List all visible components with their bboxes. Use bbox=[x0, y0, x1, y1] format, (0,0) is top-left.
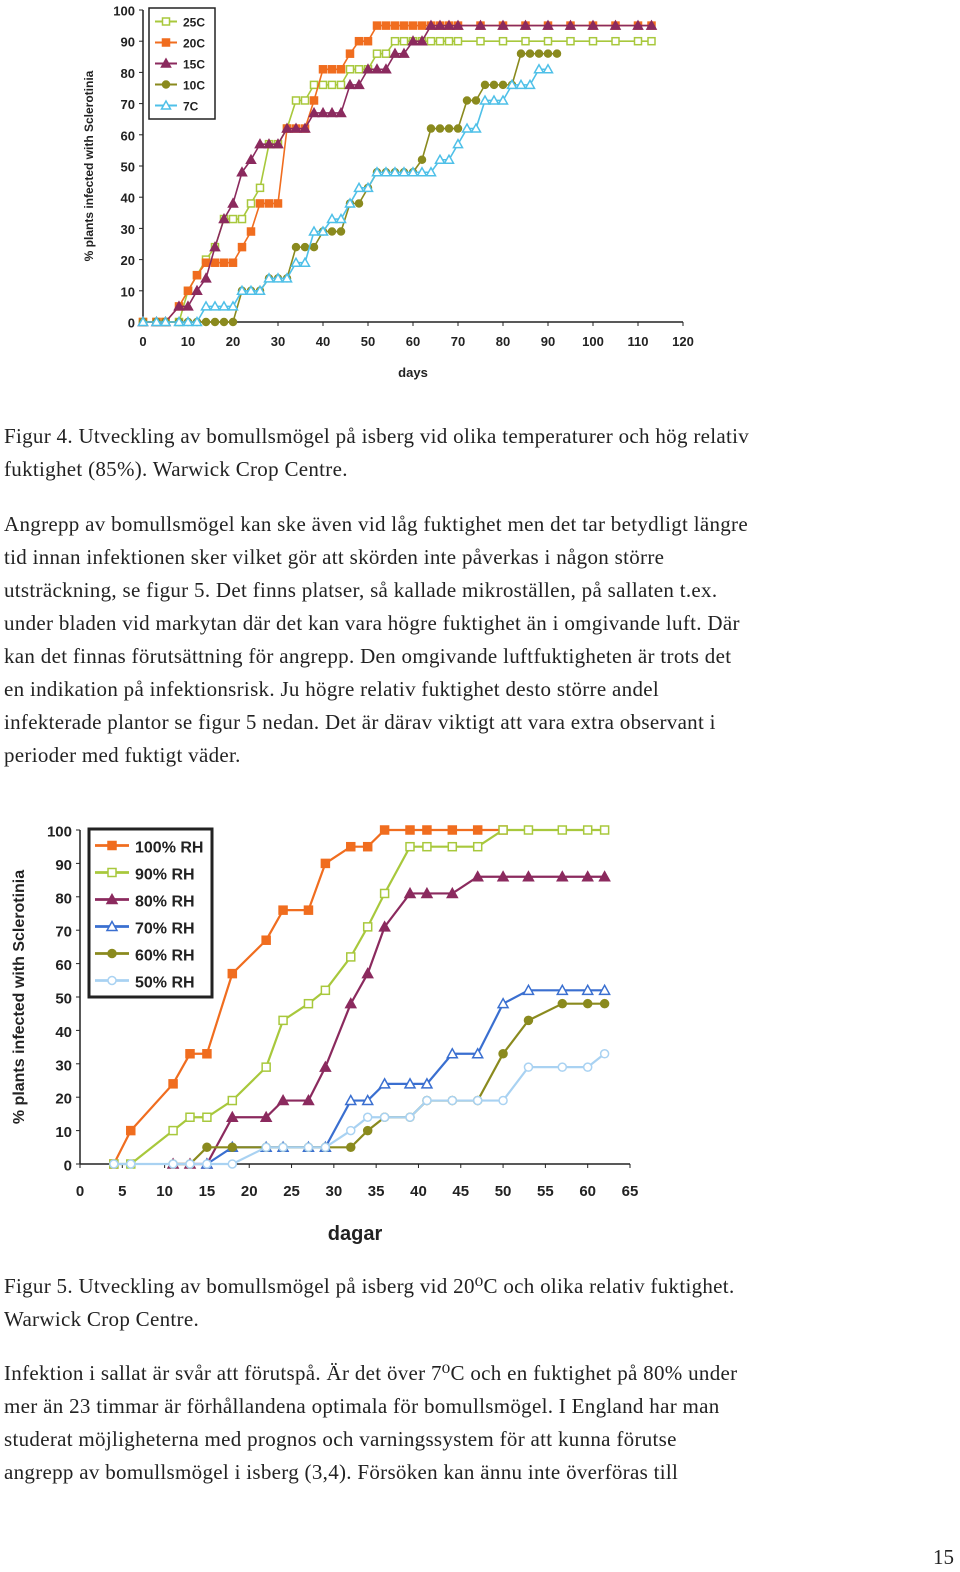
fig4-data-point bbox=[347, 50, 354, 57]
paragraph-line: perioder med fuktigt väder. bbox=[4, 743, 241, 767]
fig5-y-tick-label: 70 bbox=[55, 923, 72, 941]
fig5-data-point bbox=[584, 1063, 592, 1071]
fig4-data-point bbox=[356, 200, 363, 207]
fig5-y-tick-label: 90 bbox=[55, 856, 72, 874]
fig4-x-tick-label: 100 bbox=[582, 334, 604, 349]
fig4-data-point bbox=[527, 50, 534, 57]
fig4-legend-marker bbox=[163, 39, 170, 46]
fig4-data-point bbox=[374, 22, 381, 29]
paragraph-1 bbox=[4, 508, 949, 772]
fig5-data-point bbox=[499, 826, 507, 834]
fig5-series bbox=[110, 1050, 609, 1168]
fig5-data-point bbox=[279, 906, 287, 914]
fig4-x-axis-label: days bbox=[398, 365, 428, 380]
paragraph-line: studerat möjligheterna med prognos och varningssystem för att kunna förutse bbox=[4, 1427, 677, 1451]
fig4-data-point bbox=[293, 244, 300, 251]
fig5-data-point bbox=[381, 826, 389, 834]
fig4-series bbox=[140, 38, 656, 326]
fig5-data-point bbox=[601, 1000, 609, 1008]
fig5-data-point bbox=[498, 999, 508, 1008]
fig5-data-point bbox=[558, 826, 566, 834]
fig4-data-point bbox=[477, 38, 484, 45]
fig4-data-point bbox=[392, 22, 399, 29]
fig4-legend-marker bbox=[163, 18, 170, 25]
fig4-data-point bbox=[239, 244, 246, 251]
fig5-y-tick-label: 10 bbox=[55, 1124, 72, 1142]
fig4-legend-label: 7C bbox=[183, 99, 199, 114]
fig4-y-tick-label: 0 bbox=[127, 315, 135, 331]
fig4-data-point bbox=[545, 38, 552, 45]
paragraph-line: tid innan infektionen sker vilket gör att skörden inte påverkas i någon större bbox=[4, 545, 665, 569]
fig5-data-point bbox=[601, 826, 609, 834]
fig5-data-point bbox=[601, 1050, 609, 1058]
fig4-data-point bbox=[473, 97, 480, 104]
fig4-data-point bbox=[612, 38, 619, 45]
fig5-series bbox=[168, 872, 610, 1168]
fig4-y-tick-label: 40 bbox=[120, 190, 135, 206]
fig4-data-point bbox=[302, 97, 309, 104]
fig4-y-tick-label: 60 bbox=[120, 128, 135, 144]
fig5-data-point bbox=[406, 843, 414, 851]
fig5-x-tick-label: 40 bbox=[410, 1183, 427, 1200]
fig5-data-point bbox=[127, 1160, 135, 1168]
fig5-data-point bbox=[347, 953, 355, 961]
fig5-data-point bbox=[381, 1113, 389, 1121]
fig5-data-point bbox=[448, 843, 456, 851]
paragraph-2 bbox=[4, 1357, 949, 1489]
fig5-data-point bbox=[321, 1143, 329, 1151]
figure4-chart bbox=[80, 0, 720, 400]
fig5-data-point bbox=[474, 843, 482, 851]
fig4-x-tick-label: 70 bbox=[450, 334, 466, 349]
fig4-data-point bbox=[185, 287, 192, 294]
fig4-y-tick-label: 50 bbox=[120, 159, 135, 175]
fig4-series-line bbox=[143, 41, 652, 322]
fig4-data-point bbox=[522, 38, 529, 45]
fig5-data-point bbox=[203, 1160, 211, 1168]
paragraph-line: Infektion i sallat är svår att förutspå. Är det över 7⁰C och en fuktighet på 80% under bbox=[4, 1361, 738, 1385]
fig5-data-point bbox=[169, 1080, 177, 1088]
fig5-data-point bbox=[364, 1127, 372, 1135]
fig4-data-point bbox=[194, 272, 201, 279]
fig5-data-point bbox=[524, 1063, 532, 1071]
fig5-legend bbox=[89, 829, 212, 997]
fig4-y-tick-label: 70 bbox=[120, 97, 135, 113]
fig5-legend-marker bbox=[108, 869, 116, 877]
fig5-data-point bbox=[228, 1160, 236, 1168]
fig5-data-point bbox=[186, 1113, 194, 1121]
figure4-caption-line: Figur 4. Utveckling av bomullsmögel på isberg vid olika temperaturer och hög relativ bbox=[4, 424, 750, 448]
fig4-legend-label: 10C bbox=[183, 78, 206, 93]
fig5-y-tick-label: 0 bbox=[63, 1157, 72, 1175]
fig5-x-tick-label: 5 bbox=[118, 1183, 127, 1200]
fig4-y-axis-label: % plants infected with Sclerotinia bbox=[82, 70, 96, 262]
fig5-x-tick-label: 55 bbox=[537, 1183, 554, 1200]
fig5-data-point bbox=[423, 826, 431, 834]
fig5-data-point bbox=[448, 826, 456, 834]
fig5-data-point bbox=[228, 1097, 236, 1105]
fig5-data-point bbox=[169, 1160, 177, 1168]
fig4-x-tick-label: 120 bbox=[672, 334, 694, 349]
fig5-data-point bbox=[474, 1097, 482, 1105]
fig4-data-point bbox=[356, 38, 363, 45]
fig5-data-point bbox=[423, 843, 431, 851]
fig5-x-tick-label: 25 bbox=[283, 1183, 300, 1200]
fig4-data-point bbox=[247, 155, 256, 163]
fig5-x-axis-label: dagar bbox=[327, 1223, 383, 1245]
fig4-data-point bbox=[635, 38, 642, 45]
fig5-data-point bbox=[346, 999, 356, 1008]
fig5-data-point bbox=[127, 1127, 135, 1135]
fig4-data-point bbox=[491, 81, 498, 88]
fig5-x-tick-label: 15 bbox=[198, 1183, 216, 1200]
fig4-data-point bbox=[419, 22, 426, 29]
fig5-data-point bbox=[364, 843, 372, 851]
fig4-data-point bbox=[203, 259, 210, 266]
fig4-data-point bbox=[554, 50, 561, 57]
fig4-data-point bbox=[446, 125, 453, 132]
fig4-data-point bbox=[356, 66, 363, 73]
fig5-data-point bbox=[423, 1097, 431, 1105]
figure4-caption-line: fuktighet (85%). Warwick Crop Centre. bbox=[4, 457, 348, 481]
fig4-data-point bbox=[338, 81, 345, 88]
fig4-data-point bbox=[374, 50, 381, 57]
fig5-data-point bbox=[203, 1113, 211, 1121]
fig4-data-point bbox=[257, 200, 264, 207]
fig5-data-point bbox=[262, 936, 270, 944]
fig5-y-tick-label: 60 bbox=[55, 957, 72, 975]
fig4-data-point bbox=[428, 38, 435, 45]
fig5-data-point bbox=[474, 826, 482, 834]
fig4-data-point bbox=[266, 200, 273, 207]
fig4-y-tick-label: 90 bbox=[120, 34, 135, 50]
fig5-x-tick-label: 60 bbox=[579, 1183, 597, 1200]
fig5-data-point bbox=[448, 1097, 456, 1105]
fig5-data-point bbox=[203, 1143, 211, 1151]
fig4-data-point bbox=[383, 22, 390, 29]
fig4-data-point bbox=[311, 97, 318, 104]
fig5-y-tick-label: 80 bbox=[55, 890, 72, 908]
fig5-legend-marker bbox=[108, 977, 116, 985]
fig4-legend-label: 15C bbox=[183, 57, 206, 72]
fig5-legend-label: 70% RH bbox=[135, 920, 195, 938]
fig4-data-point bbox=[221, 319, 228, 326]
fig4-data-point bbox=[302, 244, 309, 251]
fig4-data-point bbox=[428, 125, 435, 132]
fig5-data-point bbox=[499, 1097, 507, 1105]
fig5-data-point bbox=[110, 1160, 118, 1168]
fig5-data-point bbox=[262, 1063, 270, 1071]
fig4-data-point bbox=[203, 319, 210, 326]
fig4-data-point bbox=[221, 259, 228, 266]
fig4-x-tick-label: 110 bbox=[627, 334, 649, 349]
fig5-data-point bbox=[279, 1016, 287, 1024]
fig4-data-point bbox=[257, 184, 264, 191]
fig5-y-tick-label: 20 bbox=[55, 1090, 72, 1108]
paragraph-line: kan det finnas förutsättning för angrepp. Den omgivande luftfuktigheten är trots det bbox=[4, 644, 732, 668]
fig5-data-point bbox=[347, 1143, 355, 1151]
paragraph-line: utsträckning, se figur 5. Det finns platser, så kallade mikroställen, på sallaten t.ex. bbox=[4, 578, 718, 602]
fig5-x-tick-label: 50 bbox=[494, 1183, 512, 1200]
fig4-data-point bbox=[437, 125, 444, 132]
fig5-x-tick-label: 45 bbox=[452, 1183, 470, 1200]
figure5-caption bbox=[4, 1270, 949, 1336]
fig5-data-point bbox=[363, 969, 373, 978]
fig4-data-point bbox=[383, 50, 390, 57]
fig4-data-point bbox=[229, 199, 238, 207]
fig4-x-tick-label: 20 bbox=[225, 334, 241, 349]
fig4-data-point bbox=[248, 228, 255, 235]
fig4-y-tick-label: 80 bbox=[120, 65, 135, 81]
fig5-data-point bbox=[169, 1127, 177, 1135]
fig5-data-point bbox=[203, 1050, 211, 1058]
fig4-y-tick-label: 30 bbox=[120, 221, 135, 237]
paragraph-line: under bladen vid markytan där det kan vara högre fuktighet än i omgivande luft. Där bbox=[4, 611, 740, 635]
fig4-data-point bbox=[293, 97, 300, 104]
fig4-data-point bbox=[419, 156, 426, 163]
fig4-data-point bbox=[248, 200, 255, 207]
fig4-data-point bbox=[410, 22, 417, 29]
fig5-data-point bbox=[304, 1000, 312, 1008]
fig5-x-tick-label: 0 bbox=[75, 1183, 85, 1200]
fig4-y-tick-label: 100 bbox=[113, 3, 135, 19]
fig4-legend-label: 25C bbox=[183, 15, 206, 30]
figure4-caption bbox=[4, 420, 949, 486]
fig4-data-point bbox=[482, 81, 489, 88]
figure5-caption-line: Warwick Crop Centre. bbox=[4, 1307, 199, 1331]
fig5-data-point bbox=[381, 889, 389, 897]
fig5-x-tick-label: 65 bbox=[621, 1183, 639, 1200]
fig5-data-point bbox=[304, 1143, 312, 1151]
fig4-x-tick-label: 40 bbox=[315, 334, 331, 349]
fig5-data-point bbox=[558, 1063, 566, 1071]
fig5-data-point bbox=[321, 859, 329, 867]
fig5-x-tick-label: 10 bbox=[156, 1183, 173, 1200]
fig4-data-point bbox=[320, 81, 327, 88]
fig5-data-point bbox=[499, 1050, 507, 1058]
fig4-data-point bbox=[518, 50, 525, 57]
fig5-data-point bbox=[364, 923, 372, 931]
fig5-data-point bbox=[584, 1000, 592, 1008]
fig5-data-point bbox=[584, 826, 592, 834]
fig5-legend-label: 100% RH bbox=[135, 839, 204, 857]
fig5-data-point bbox=[304, 906, 312, 914]
fig4-data-point bbox=[437, 38, 444, 45]
fig4-data-point bbox=[590, 38, 597, 45]
fig4-data-point bbox=[338, 66, 345, 73]
fig4-data-point bbox=[230, 319, 237, 326]
fig4-data-point bbox=[392, 38, 399, 45]
fig4-y-tick-label: 10 bbox=[120, 284, 135, 300]
fig4-x-tick-label: 10 bbox=[180, 334, 196, 349]
fig4-y-tick-label: 20 bbox=[120, 253, 135, 269]
fig4-data-point bbox=[455, 125, 462, 132]
fig4-data-point bbox=[311, 81, 318, 88]
fig5-legend-label: 80% RH bbox=[135, 893, 195, 911]
fig5-data-point bbox=[347, 843, 355, 851]
fig4-x-tick-label: 0 bbox=[139, 334, 147, 349]
fig5-data-point bbox=[186, 1050, 194, 1058]
fig5-y-axis-label: % plants infected with Sclerotinia bbox=[11, 869, 28, 1125]
fig4-legend-label: 20C bbox=[183, 36, 206, 51]
fig4-data-point bbox=[545, 50, 552, 57]
fig4-data-point bbox=[401, 22, 408, 29]
fig5-x-tick-label: 30 bbox=[325, 1183, 343, 1200]
fig5-data-point bbox=[228, 970, 236, 978]
fig4-data-point bbox=[536, 50, 543, 57]
fig4-x-tick-label: 30 bbox=[270, 334, 286, 349]
fig4-data-point bbox=[500, 81, 507, 88]
fig4-data-point bbox=[320, 66, 327, 73]
fig5-data-point bbox=[406, 1113, 414, 1121]
fig4-legend bbox=[149, 8, 215, 119]
fig4-data-point bbox=[329, 228, 336, 235]
figure5-svg bbox=[0, 810, 660, 1255]
paragraph-line: mer än 23 timmar är förhållandena optimala för bomullsmögel. I England har man bbox=[4, 1394, 720, 1418]
fig5-series-line bbox=[207, 990, 605, 1164]
fig4-data-point bbox=[454, 140, 463, 148]
fig5-y-tick-label: 40 bbox=[55, 1023, 72, 1041]
paragraph-line: infekterade plantor se figur 5 nedan. Det är därav viktigt att vara extra observant i bbox=[4, 710, 716, 734]
fig4-data-point bbox=[329, 81, 336, 88]
fig5-series bbox=[202, 985, 610, 1168]
fig5-x-tick-label: 20 bbox=[240, 1183, 258, 1200]
paragraph-line: Angrepp av bomullsmögel kan ske även vid låg fuktighet men det tar betydligt längre bbox=[4, 512, 748, 536]
figure4-svg bbox=[80, 0, 720, 400]
fig4-data-point bbox=[230, 216, 237, 223]
fig4-data-point bbox=[311, 244, 318, 251]
fig4-data-point bbox=[648, 38, 655, 45]
fig4-data-point bbox=[347, 66, 354, 73]
fig4-x-tick-label: 90 bbox=[540, 334, 556, 349]
fig5-data-point bbox=[406, 826, 414, 834]
fig5-data-point bbox=[558, 1000, 566, 1008]
fig4-data-point bbox=[239, 216, 246, 223]
fig4-data-point bbox=[500, 38, 507, 45]
fig5-data-point bbox=[364, 1113, 372, 1121]
fig5-legend-label: 90% RH bbox=[135, 866, 195, 884]
fig4-data-point bbox=[212, 259, 219, 266]
fig4-x-tick-label: 80 bbox=[495, 334, 511, 349]
fig5-data-point bbox=[262, 1143, 270, 1151]
fig5-legend-marker bbox=[108, 842, 116, 850]
fig5-legend-label: 50% RH bbox=[135, 974, 195, 992]
paragraph-line: angrepp av bomullsmögel i isberg (3,4). Försöken kan ännu inte överföras till bbox=[4, 1460, 679, 1484]
figure5-caption-line: Figur 5. Utveckling av bomullsmögel på isberg vid 20⁰C och olika relativ fuktighet. bbox=[4, 1274, 735, 1298]
fig4-data-point bbox=[202, 274, 211, 282]
fig4-data-point bbox=[338, 228, 345, 235]
fig5-data-point bbox=[524, 826, 532, 834]
fig4-data-point bbox=[401, 38, 408, 45]
fig5-data-point bbox=[347, 1127, 355, 1135]
fig5-data-point bbox=[228, 1143, 236, 1151]
paragraph-line: en indikation på infektionsrisk. Ju högre relativ fuktighet desto större andel bbox=[4, 677, 659, 701]
fig4-data-point bbox=[567, 38, 574, 45]
fig5-y-tick-label: 50 bbox=[55, 990, 72, 1008]
fig5-data-point bbox=[321, 986, 329, 994]
fig5-data-point bbox=[186, 1160, 194, 1168]
fig4-data-point bbox=[275, 200, 282, 207]
fig4-data-point bbox=[230, 259, 237, 266]
fig5-y-tick-label: 100 bbox=[46, 823, 72, 841]
figure5-chart bbox=[0, 810, 660, 1255]
fig4-data-point bbox=[446, 38, 453, 45]
fig4-data-point bbox=[464, 97, 471, 104]
fig5-legend-label: 60% RH bbox=[135, 947, 195, 965]
fig4-data-point bbox=[212, 319, 219, 326]
fig4-legend-marker bbox=[163, 81, 170, 88]
fig4-x-tick-label: 50 bbox=[360, 334, 376, 349]
fig4-data-point bbox=[329, 66, 336, 73]
fig5-data-point bbox=[279, 1143, 287, 1151]
fig5-data-point bbox=[524, 1016, 532, 1024]
fig5-y-tick-label: 30 bbox=[55, 1057, 72, 1075]
fig4-data-point bbox=[455, 38, 462, 45]
fig4-x-tick-label: 60 bbox=[405, 334, 421, 349]
fig5-x-tick-label: 35 bbox=[367, 1183, 385, 1200]
fig4-data-point bbox=[365, 38, 372, 45]
page-number: 15 bbox=[933, 1545, 954, 1569]
fig5-data-point bbox=[320, 1062, 330, 1071]
fig5-legend-marker bbox=[108, 950, 116, 958]
